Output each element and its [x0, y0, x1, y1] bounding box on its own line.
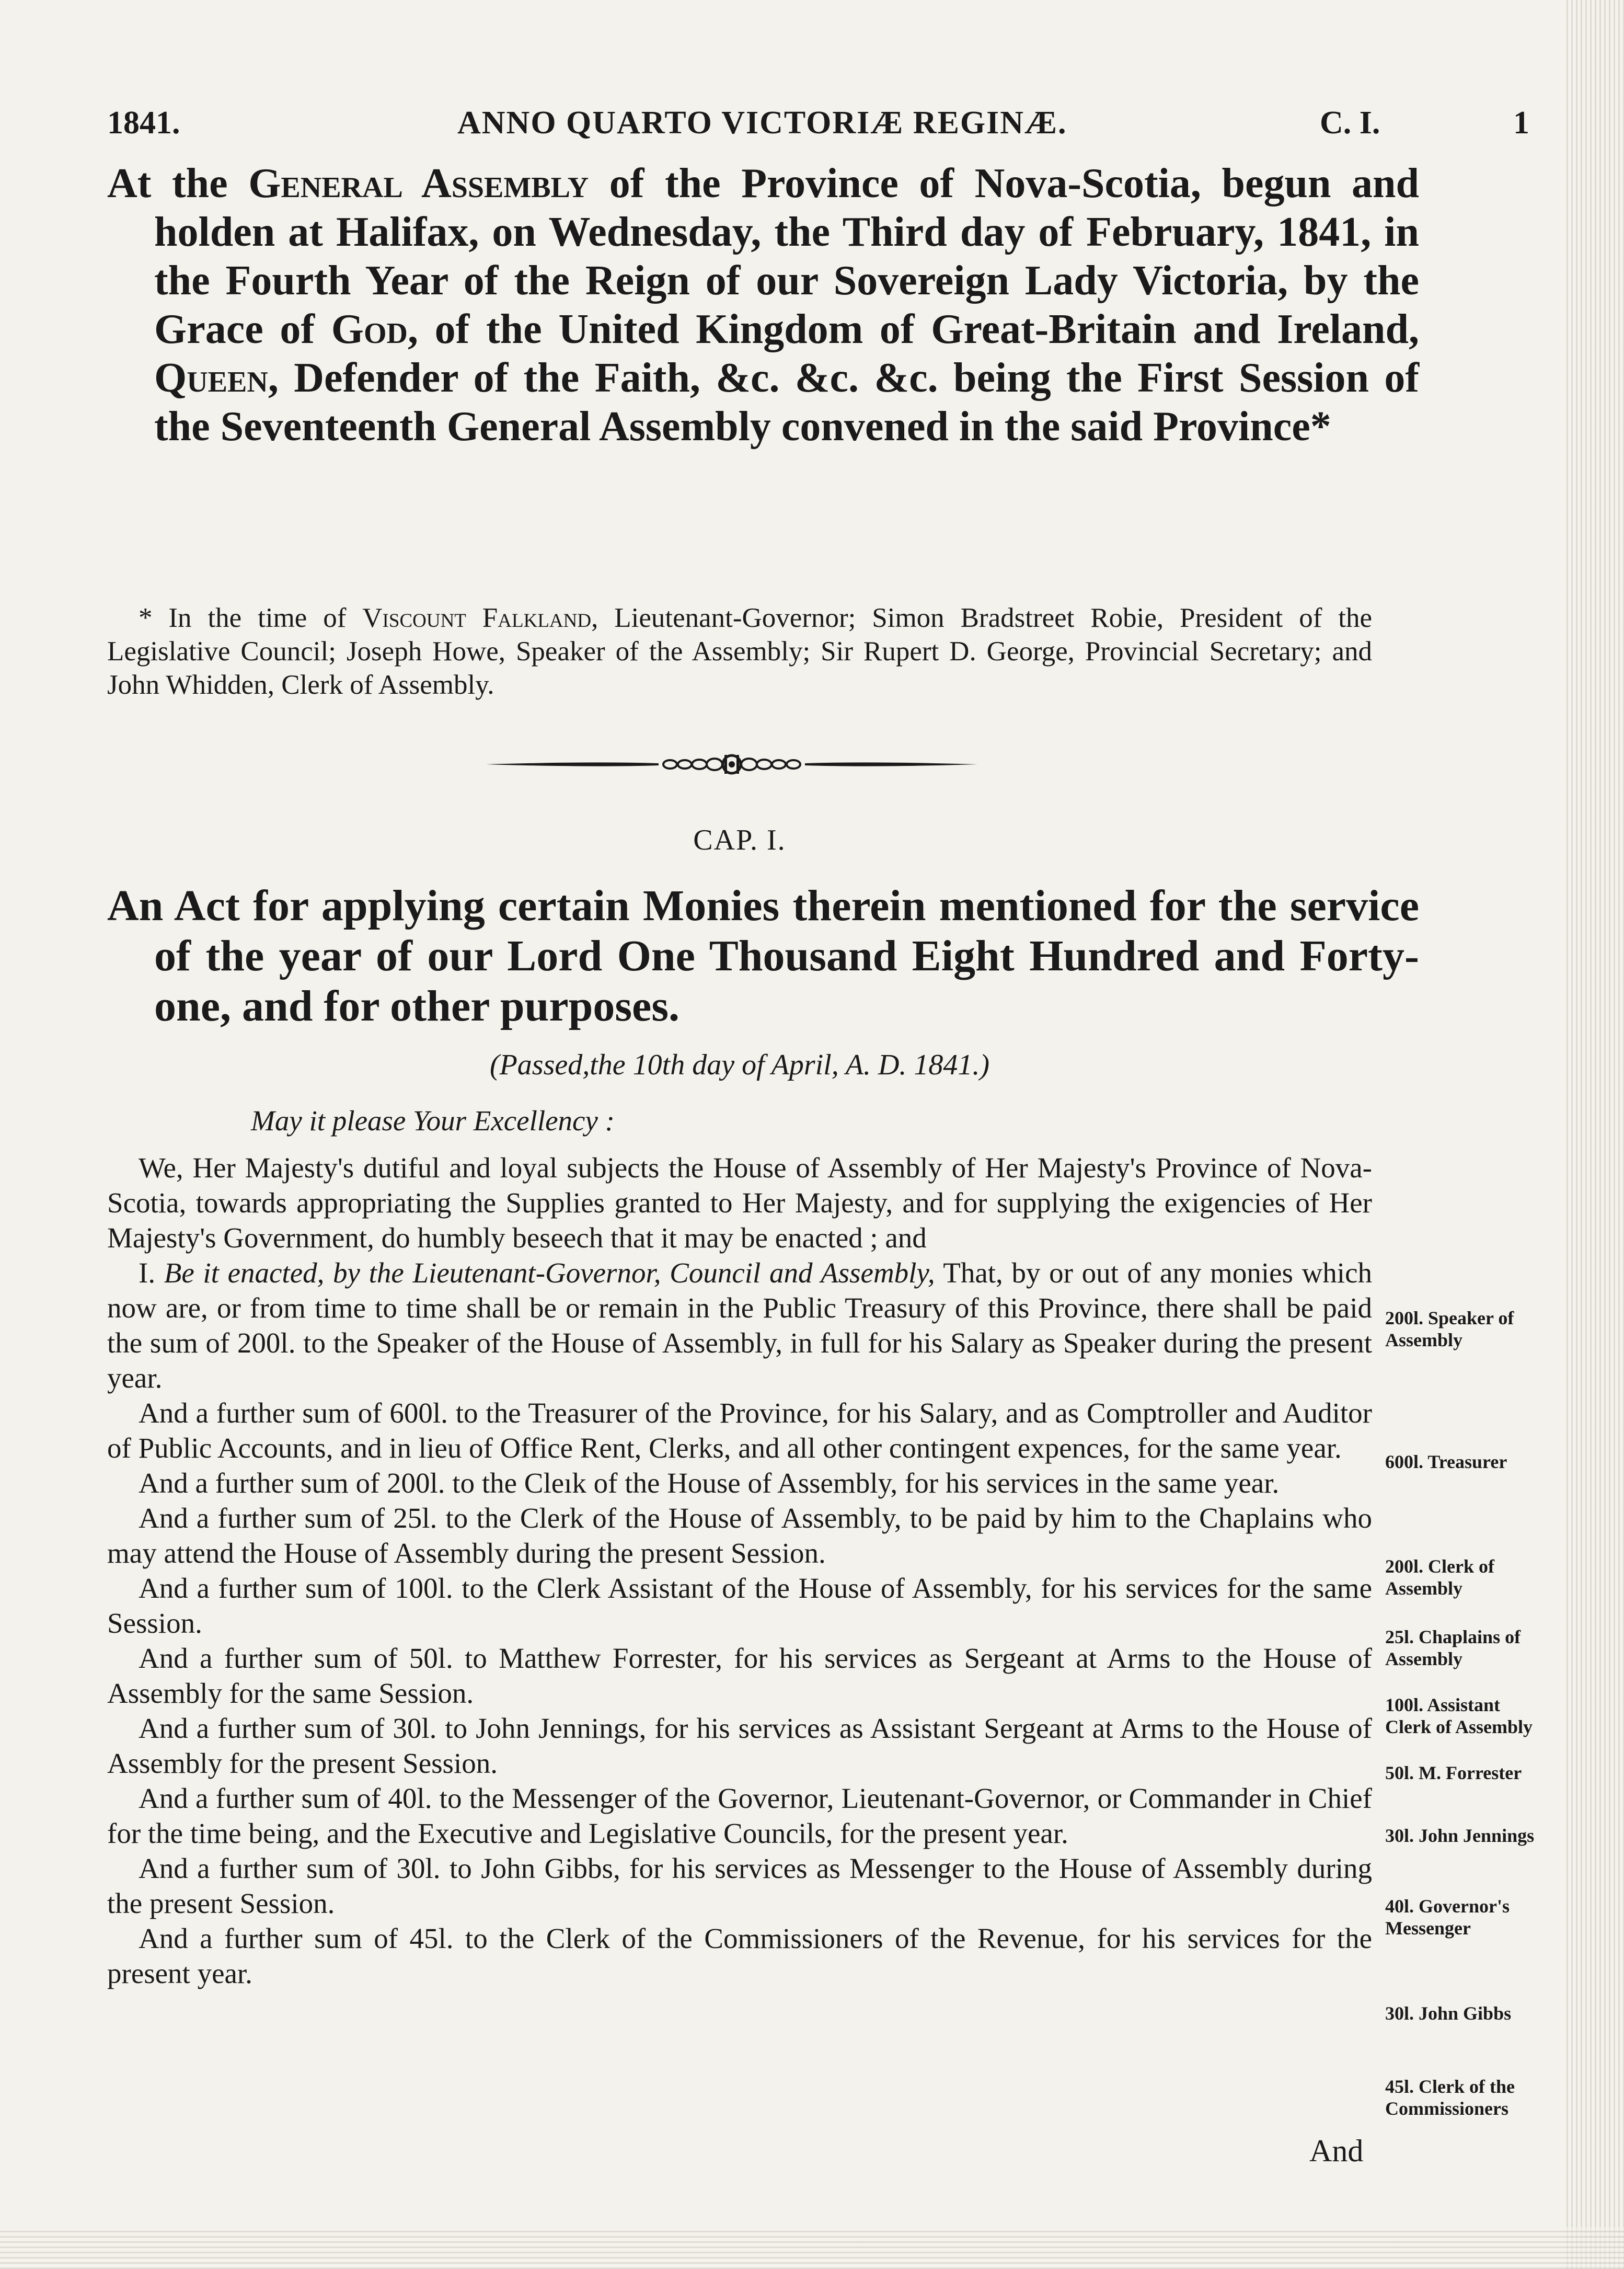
- enacting-clause: Be it enacted, by the Lieutenant-Governor, Council and Assembly,: [164, 1257, 935, 1289]
- chapter-heading: CAP. I.: [693, 824, 786, 856]
- jennings-paragraph: And a further sum of 30l. to John Jennings, for his services as Assistant Sergeant at Arms to the House of Assembly for the present Session.: [107, 1712, 1372, 1779]
- clerk-paragraph: And a further sum of 200l. to the Cleık of the House of Assembly, for his services in the same year.: [139, 1467, 1280, 1499]
- margin-note-chaplains: 25l. Chaplains of Assembly: [1385, 1626, 1521, 1669]
- margin-note-speaker: 200l. Speaker of Assembly: [1385, 1308, 1514, 1350]
- forrester-paragraph: And a further sum of 50l. to Matthew Forrester, for his services as Sergeant at Arms to the House of Assembly for the same Session.: [107, 1642, 1372, 1709]
- general-assembly-caps: General Assembly: [248, 161, 589, 207]
- assembly-text-4: , Defender of the Faith, &c. &c. &c. being the First Session of the Seventeenth General Assembly convened in the said Province*: [154, 355, 1419, 450]
- margin-note-treasurer: 600l. Treasurer: [1385, 1451, 1507, 1472]
- margin-note-commissioners: 45l. Clerk of the Commissioners: [1385, 2076, 1515, 2119]
- header-year: 1841.: [107, 105, 180, 141]
- act-body: [107, 1150, 1372, 1991]
- assembly-text-1: At the: [107, 161, 249, 207]
- catchword: And: [1309, 2134, 1364, 2168]
- margin-note-gibbs: 30l. John Gibbs: [1385, 2003, 1512, 2024]
- assistant-clerk-paragraph: And a further sum of 100l. to the Clerk Assistant of the House of Assembly, for his services for the same Session.: [107, 1572, 1372, 1639]
- viscount-caps: Viscount Falkland: [362, 603, 592, 633]
- commissioners-paragraph: And a further sum of 45l. to the Clerk of the Commissioners of the Revenue, for his services for the present year.: [107, 1922, 1372, 1989]
- assembly-heading: [107, 159, 1419, 451]
- ornamental-rule: [486, 748, 977, 779]
- preamble-paragraph: We, Her Majesty's dutiful and loyal subjects the House of Assembly of Her Majesty's Province of Nova-Scotia, towards appropriating the Supplies granted to Her Majesty, and for supplying the exigencies of Her Majesty's Government, do humbly beseech that it may be enacted ; and: [107, 1152, 1372, 1254]
- god-caps: God: [331, 306, 408, 352]
- page-number: 1: [1513, 105, 1529, 141]
- queen-caps: Queen: [154, 355, 268, 401]
- margin-note-forrester: 50l. M. Forrester: [1385, 1762, 1522, 1783]
- act-title: An Act for applying certain Monies therein mentioned for the service of the year of our Lord One Thousand Eight Hundred and Forty-one, and for other purposes.: [107, 881, 1419, 1030]
- scan-artifact-right: [1567, 0, 1624, 2269]
- chaplains-paragraph: And a further sum of 25l. to the Clerk of the House of Assembly, to be paid by him to the Chaplains who may attend the House of Assembly during the present Session.: [107, 1502, 1372, 1569]
- footnote-text-2: , Lieutenant-Governor; Simon Bradstreet Robie, President of the Legislative Council; Joseph Howe, Speaker of the Assembly; Sir Rupert D. George, Provincial Secretary; and John Whidden, Clerk of Assembly.: [107, 603, 1372, 700]
- assembly-text-3: , of the United Kingdom of Great-Britain and Ireland,: [408, 306, 1420, 352]
- section-1-paragraph: [107, 1255, 1372, 1395]
- passed-date: (Passed,the 10th day of April, A. D. 1841.): [489, 1049, 990, 1081]
- margin-note-assistant-clerk: 100l. Assistant Clerk of Assembly: [1385, 1694, 1533, 1737]
- section-1-text: That, by or out of any monies which now are, or from time to time shall be or remain in the Public Treasury of this Province, there shall be paid the sum of 200l. to the Speaker of the House of Assembly, in full for his Salary as Speaker during the present year.: [107, 1257, 1372, 1394]
- treasurer-paragraph: And a further sum of 600l. to the Treasurer of the Province, for his Salary, and as Comptroller and Auditor of Public Accounts, and in lieu of Office Rent, Clerks, and all other contingent expences, for the same year.: [107, 1397, 1372, 1464]
- footnote: [107, 601, 1372, 702]
- running-header: [107, 105, 1534, 152]
- margin-note-jennings: 30l. John Jennings: [1385, 1825, 1535, 1846]
- gibbs-paragraph: And a further sum of 30l. to John Gibbs, for his services as Messenger to the House of Assembly during the present Session.: [107, 1852, 1372, 1919]
- header-running-title: ANNO QUARTO VICTORIÆ REGINÆ.: [457, 105, 1067, 141]
- section-1-number: I.: [139, 1257, 164, 1289]
- header-chapter: C. I.: [1320, 105, 1380, 141]
- messenger-paragraph: And a further sum of 40l. to the Messenger of the Governor, Lieutenant-Governor, or Commander in Chief for the time being, and the Executive and Legislative Councils, for the present year.: [107, 1782, 1372, 1849]
- margin-note-governor-messenger: 40l. Governor's Messenger: [1385, 1896, 1510, 1939]
- scan-artifact-bottom: [0, 2227, 1624, 2269]
- address-line: May it please Your Excellency :: [251, 1105, 615, 1137]
- footnote-text-1: * In the time of: [139, 603, 363, 633]
- margin-note-clerk: 200l. Clerk of Assembly: [1385, 1556, 1494, 1599]
- assembly-text-2: of the Province of Nova-Scotia, begun and holden at Halifax, on Wednesday, the Third day of February, 1841, in the Fourth Year of the Reign of our Sovereign Lady Victoria, by the Grace of: [154, 161, 1419, 352]
